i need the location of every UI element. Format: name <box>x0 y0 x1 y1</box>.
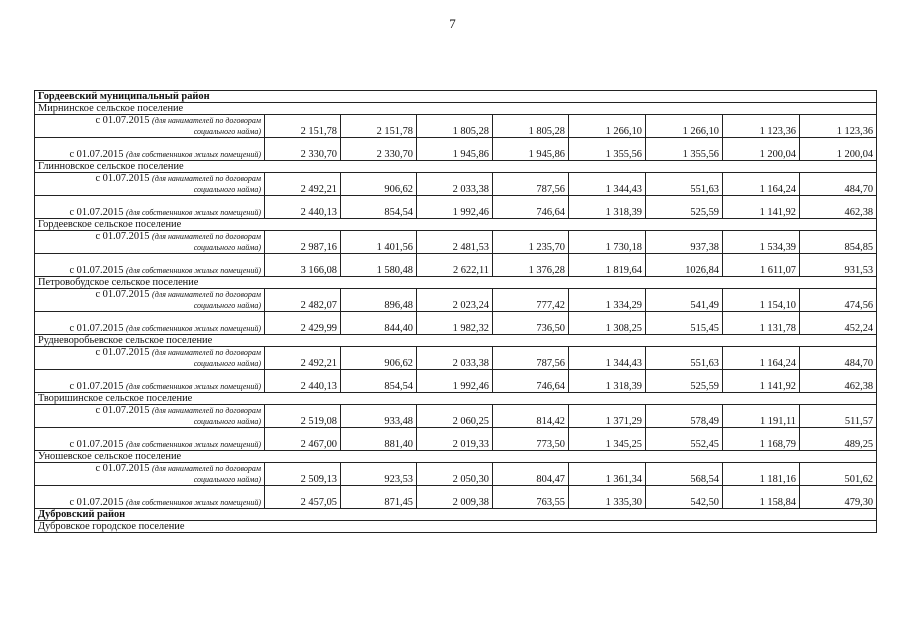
table-cell: 1 805,28 <box>417 115 493 138</box>
region-row <box>35 509 877 521</box>
row-label <box>35 115 265 138</box>
table-cell: 871,45 <box>341 486 417 509</box>
row-note: (для собственников жилых помещений) <box>126 207 261 217</box>
table-cell: 3 166,08 <box>265 254 341 277</box>
row-label-line <box>38 197 261 218</box>
row-note: (для нанимателей по договорам <box>152 232 261 241</box>
table-cell: 1 355,56 <box>569 138 646 161</box>
table-cell: 1 344,43 <box>569 173 646 196</box>
row-date: с 01.07.2015 <box>95 115 150 126</box>
table-cell: 931,53 <box>800 254 877 277</box>
table-cell: 1 181,16 <box>723 463 800 486</box>
row-date: с 01.07.2015 <box>95 173 150 184</box>
settlement-row <box>35 277 877 289</box>
table-cell: 746,64 <box>493 196 569 219</box>
row-note: социального найма) <box>193 301 261 310</box>
table-cell: 1 141,92 <box>723 196 800 219</box>
table-cell: 1 131,78 <box>723 312 800 335</box>
table-cell: 2 033,38 <box>417 173 493 196</box>
row-note: (для собственников жилых помещений) <box>126 265 261 275</box>
settlement-header: Уношевское сельское поселение <box>35 451 877 463</box>
row-label-line <box>38 347 261 358</box>
row-date: с 01.07.2015 <box>95 231 150 242</box>
table-cell: 896,48 <box>341 289 417 312</box>
row-label-line <box>38 487 261 508</box>
table-cell: 2 440,13 <box>265 196 341 219</box>
table-cell: 568,54 <box>646 463 723 486</box>
row-label-line <box>38 474 261 485</box>
table-cell: 1 345,25 <box>569 428 646 451</box>
row-label-line <box>38 358 261 369</box>
row-label-line <box>38 463 261 474</box>
table-row <box>35 370 877 393</box>
table-cell: 501,62 <box>800 463 877 486</box>
table-cell: 452,24 <box>800 312 877 335</box>
table-cell: 1 335,30 <box>569 486 646 509</box>
settlement-row <box>35 161 877 173</box>
row-date: с 01.07.2015 <box>69 206 124 218</box>
table-cell: 462,38 <box>800 370 877 393</box>
table-cell: 1 123,36 <box>800 115 877 138</box>
row-label-line <box>38 371 261 392</box>
table-row <box>35 463 877 486</box>
row-label <box>35 254 265 277</box>
table-cell: 2 987,16 <box>265 231 341 254</box>
row-date: с 01.07.2015 <box>69 322 124 334</box>
table-cell: 1 308,25 <box>569 312 646 335</box>
row-note: социального найма) <box>193 243 261 252</box>
row-note: социального найма) <box>193 475 261 484</box>
table-cell: 1 992,46 <box>417 370 493 393</box>
table-cell: 2 622,11 <box>417 254 493 277</box>
table-row <box>35 486 877 509</box>
page-number: 7 <box>449 16 456 31</box>
row-note: социального найма) <box>193 359 261 368</box>
table-cell: 2 467,00 <box>265 428 341 451</box>
row-label-line <box>38 139 261 160</box>
table-cell: 844,40 <box>341 312 417 335</box>
row-date: с 01.07.2015 <box>95 347 150 358</box>
table-cell: 1 376,28 <box>493 254 569 277</box>
table-cell: 854,85 <box>800 231 877 254</box>
table-row <box>35 347 877 370</box>
settlement-header: Петровобудское сельское поселение <box>35 277 877 289</box>
table-cell: 854,54 <box>341 196 417 219</box>
row-note: (для нанимателей по договорам <box>152 290 261 299</box>
settlement-header: Творишинское сельское поселение <box>35 393 877 405</box>
table-cell: 1 982,32 <box>417 312 493 335</box>
table-cell: 736,50 <box>493 312 569 335</box>
table-cell: 1 580,48 <box>341 254 417 277</box>
row-label <box>35 428 265 451</box>
row-note: (для собственников жилых помещений) <box>126 381 261 391</box>
table-cell: 484,70 <box>800 173 877 196</box>
table-cell: 1 266,10 <box>569 115 646 138</box>
table-cell: 814,42 <box>493 405 569 428</box>
table-cell: 2 440,13 <box>265 370 341 393</box>
table-cell: 1 318,39 <box>569 370 646 393</box>
row-label-line <box>38 184 261 195</box>
table-cell: 2 019,33 <box>417 428 493 451</box>
table-cell: 1 164,24 <box>723 173 800 196</box>
table-cell: 1 371,29 <box>569 405 646 428</box>
settlement-row <box>35 521 877 533</box>
table-row <box>35 428 877 451</box>
table-cell: 484,70 <box>800 347 877 370</box>
row-note: социального найма) <box>193 417 261 426</box>
table-cell: 578,49 <box>646 405 723 428</box>
row-note: (для собственников жилых помещений) <box>126 149 261 159</box>
table-cell: 2 330,70 <box>265 138 341 161</box>
table-cell: 551,63 <box>646 173 723 196</box>
row-note: социального найма) <box>193 127 261 136</box>
table-cell: 1 945,86 <box>493 138 569 161</box>
table-row <box>35 289 877 312</box>
region-row <box>35 91 877 103</box>
table-cell: 1 235,70 <box>493 231 569 254</box>
table-row <box>35 405 877 428</box>
table-cell: 1 200,04 <box>800 138 877 161</box>
row-label <box>35 196 265 219</box>
row-label-line <box>38 242 261 253</box>
table-cell: 1 154,10 <box>723 289 800 312</box>
row-note: (для собственников жилых помещений) <box>126 497 261 507</box>
row-label <box>35 463 265 486</box>
table-row <box>35 173 877 196</box>
table-cell: 937,38 <box>646 231 723 254</box>
table-cell: 2 330,70 <box>341 138 417 161</box>
row-label <box>35 138 265 161</box>
table-cell: 1 992,46 <box>417 196 493 219</box>
table-cell: 2 492,21 <box>265 173 341 196</box>
settlement-row <box>35 393 877 405</box>
row-label <box>35 173 265 196</box>
table-cell: 2 482,07 <box>265 289 341 312</box>
row-note: (для нанимателей по договорам <box>152 348 261 357</box>
table-cell: 2 429,99 <box>265 312 341 335</box>
settlement-row <box>35 219 877 231</box>
table-cell: 2 492,21 <box>265 347 341 370</box>
row-note: (для нанимателей по договорам <box>152 174 261 183</box>
table-cell: 1 611,07 <box>723 254 800 277</box>
tariff-table <box>34 90 877 533</box>
table-row <box>35 196 877 219</box>
table-cell: 2 457,05 <box>265 486 341 509</box>
table-cell: 773,50 <box>493 428 569 451</box>
row-date: с 01.07.2015 <box>69 148 124 160</box>
table-cell: 1 318,39 <box>569 196 646 219</box>
tariff-table-body <box>35 91 877 533</box>
row-label <box>35 370 265 393</box>
row-label-line <box>38 173 261 184</box>
table-cell: 1 805,28 <box>493 115 569 138</box>
settlement-row <box>35 451 877 463</box>
table-cell: 1 200,04 <box>723 138 800 161</box>
table-cell: 923,53 <box>341 463 417 486</box>
row-label-line <box>38 289 261 300</box>
settlement-row <box>35 335 877 347</box>
row-label-line <box>38 416 261 427</box>
row-label-line <box>38 126 261 137</box>
table-row <box>35 231 877 254</box>
row-date: с 01.07.2015 <box>95 289 150 300</box>
table-cell: 804,47 <box>493 463 569 486</box>
row-label <box>35 486 265 509</box>
row-date: с 01.07.2015 <box>69 438 124 450</box>
table-cell: 2 519,08 <box>265 405 341 428</box>
table-cell: 1 191,11 <box>723 405 800 428</box>
table-cell: 2 060,25 <box>417 405 493 428</box>
row-label <box>35 312 265 335</box>
region-header: Дубровский район <box>35 509 877 521</box>
settlement-row <box>35 103 877 115</box>
table-cell: 787,56 <box>493 173 569 196</box>
table-cell: 1 534,39 <box>723 231 800 254</box>
row-label <box>35 289 265 312</box>
row-date: с 01.07.2015 <box>69 496 124 508</box>
table-cell: 2 023,24 <box>417 289 493 312</box>
row-label-line <box>38 313 261 334</box>
row-date: с 01.07.2015 <box>69 380 124 392</box>
table-cell: 763,55 <box>493 486 569 509</box>
settlement-header: Глинновское сельское поселение <box>35 161 877 173</box>
table-cell: 933,48 <box>341 405 417 428</box>
table-cell: 1026,84 <box>646 254 723 277</box>
table-cell: 881,40 <box>341 428 417 451</box>
row-label <box>35 347 265 370</box>
row-label-line <box>38 300 261 311</box>
table-cell: 1 168,79 <box>723 428 800 451</box>
table-cell: 2 050,30 <box>417 463 493 486</box>
row-note: (для нанимателей по договорам <box>152 464 261 473</box>
settlement-header: Рудневоробьевское сельское поселение <box>35 335 877 347</box>
table-cell: 2 151,78 <box>265 115 341 138</box>
table-cell: 489,25 <box>800 428 877 451</box>
settlement-header: Мирнинское сельское поселение <box>35 103 877 115</box>
table-cell: 854,54 <box>341 370 417 393</box>
table-row <box>35 254 877 277</box>
table-cell: 1 123,36 <box>723 115 800 138</box>
table-cell: 1 730,18 <box>569 231 646 254</box>
table-cell: 746,64 <box>493 370 569 393</box>
table-cell: 1 355,56 <box>646 138 723 161</box>
row-label-line <box>38 255 261 276</box>
row-label-line <box>38 115 261 126</box>
settlement-header: Дубровское городское поселение <box>35 521 877 533</box>
table-cell: 525,59 <box>646 370 723 393</box>
table-cell: 1 401,56 <box>341 231 417 254</box>
table-cell: 906,62 <box>341 347 417 370</box>
row-note: (для нанимателей по договорам <box>152 116 261 125</box>
table-cell: 1 819,64 <box>569 254 646 277</box>
row-label-line <box>38 429 261 450</box>
table-cell: 1 344,43 <box>569 347 646 370</box>
table-cell: 2 009,38 <box>417 486 493 509</box>
row-note: (для нанимателей по договорам <box>152 406 261 415</box>
table-cell: 515,45 <box>646 312 723 335</box>
row-date: с 01.07.2015 <box>95 405 150 416</box>
region-header: Гордеевский муниципальный район <box>35 91 877 103</box>
row-label <box>35 231 265 254</box>
table-cell: 542,50 <box>646 486 723 509</box>
table-cell: 552,45 <box>646 428 723 451</box>
row-label-line <box>38 231 261 242</box>
table-row <box>35 138 877 161</box>
table-cell: 1 266,10 <box>646 115 723 138</box>
table-cell: 2 151,78 <box>341 115 417 138</box>
table-cell: 474,56 <box>800 289 877 312</box>
row-note: (для собственников жилых помещений) <box>126 439 261 449</box>
table-cell: 525,59 <box>646 196 723 219</box>
table-cell: 777,42 <box>493 289 569 312</box>
table-cell: 1 361,34 <box>569 463 646 486</box>
table-cell: 462,38 <box>800 196 877 219</box>
table-cell: 1 141,92 <box>723 370 800 393</box>
table-cell: 479,30 <box>800 486 877 509</box>
table-cell: 2 509,13 <box>265 463 341 486</box>
settlement-header: Гордеевское сельское поселение <box>35 219 877 231</box>
table-cell: 511,57 <box>800 405 877 428</box>
table-cell: 1 945,86 <box>417 138 493 161</box>
row-label-line <box>38 405 261 416</box>
table-row <box>35 312 877 335</box>
row-note: социального найма) <box>193 185 261 194</box>
row-label <box>35 405 265 428</box>
table-cell: 1 164,24 <box>723 347 800 370</box>
table-cell: 1 334,29 <box>569 289 646 312</box>
table-row <box>35 115 877 138</box>
row-date: с 01.07.2015 <box>95 463 150 474</box>
table-cell: 787,56 <box>493 347 569 370</box>
table-cell: 2 481,53 <box>417 231 493 254</box>
table-cell: 551,63 <box>646 347 723 370</box>
row-note: (для собственников жилых помещений) <box>126 323 261 333</box>
table-cell: 541,49 <box>646 289 723 312</box>
row-date: с 01.07.2015 <box>69 264 124 276</box>
table-cell: 1 158,84 <box>723 486 800 509</box>
table-cell: 2 033,38 <box>417 347 493 370</box>
table-cell: 906,62 <box>341 173 417 196</box>
